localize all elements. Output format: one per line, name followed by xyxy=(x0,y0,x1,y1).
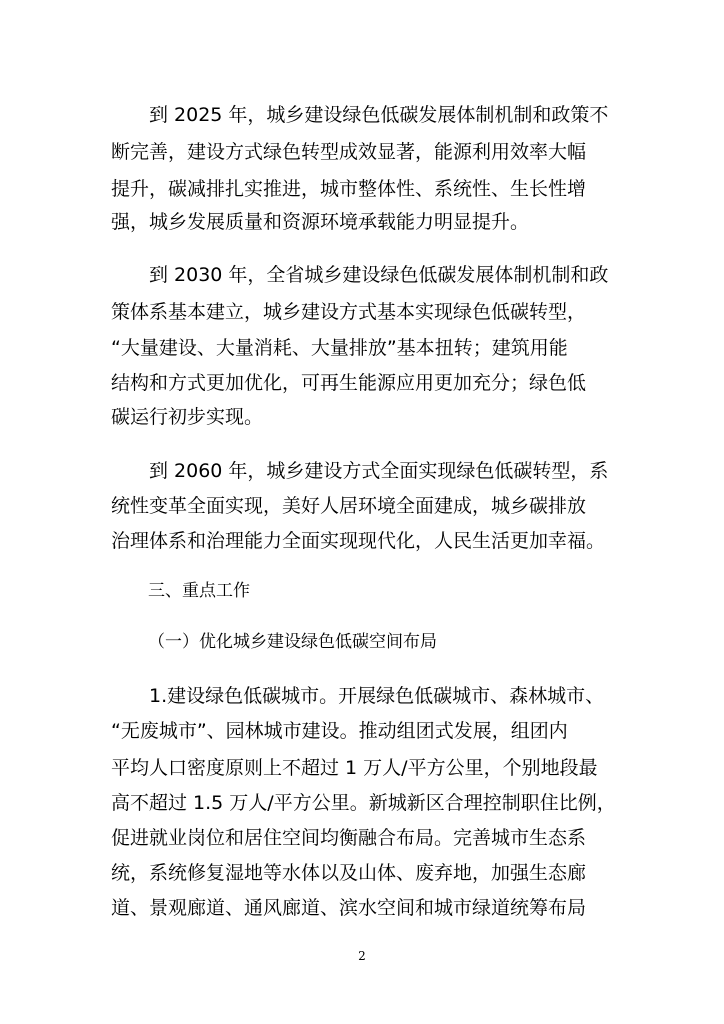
text-line: 治理体系和治理能力全面实现现代化，人民生活更加幸福。 xyxy=(111,530,606,552)
text-line: 强，城乡发展质量和资源环境承载能力明显提升。 xyxy=(111,211,530,233)
text-line: 碳运行初步实现。 xyxy=(111,406,264,428)
text-line: 到 2025 年，城乡建设绿色低碳发展体制机制和政策不 xyxy=(111,104,609,126)
text-line: 策体系基本建立，城乡建设方式基本实现绿色低碳转型， xyxy=(111,301,587,323)
text-line: “大量建设、大量消耗、大量排放”基本扭转；建筑用能 xyxy=(111,337,568,359)
text-line: 平均人口密度原则上不超过 1 万人/平方公里，个别地段最 xyxy=(111,757,598,779)
page-number: 2 xyxy=(358,949,366,963)
text-line: 结构和方式更加优化，可再生能源应用更加充分；绿色低 xyxy=(111,372,587,394)
subsection-heading: （一）优化城乡建设绿色低碳空间布局 xyxy=(148,632,437,652)
section-heading: 三、重点工作 xyxy=(148,581,250,601)
text-line: “无废城市”、园林城市建设。推动组团式发展，组团内 xyxy=(111,720,568,742)
text-line: 高不超过 1.5 万人/平方公里。新城新区合理控制职住比例， xyxy=(111,792,616,814)
text-line: 促进就业岗位和居住空间均衡融合布局。完善城市生态系 xyxy=(111,827,587,849)
text-line: 统性变革全面实现，美好人居环境全面建成，城乡碳排放 xyxy=(111,495,587,517)
text-line: 道、景观廊道、通风廊道、滨水空间和城市绿道统筹布局 xyxy=(111,897,587,919)
text-line: 到 2030 年，全省城乡建设绿色低碳发展体制机制和政 xyxy=(111,264,609,286)
text-line: 到 2060 年，城乡建设方式全面实现绿色低碳转型，系 xyxy=(111,460,609,482)
text-line: 提升，碳减排扎实推进，城市整体性、系统性、生长性增 xyxy=(111,178,587,200)
text-line: 1.建设绿色低碳城市。开展绿色低碳城市、森林城市、 xyxy=(111,685,605,707)
text-line: 断完善，建设方式绿色转型成效显著，能源利用效率大幅 xyxy=(111,141,587,163)
text-line: 统，系统修复湿地等水体以及山体、废弃地，加强生态廊 xyxy=(111,862,587,884)
